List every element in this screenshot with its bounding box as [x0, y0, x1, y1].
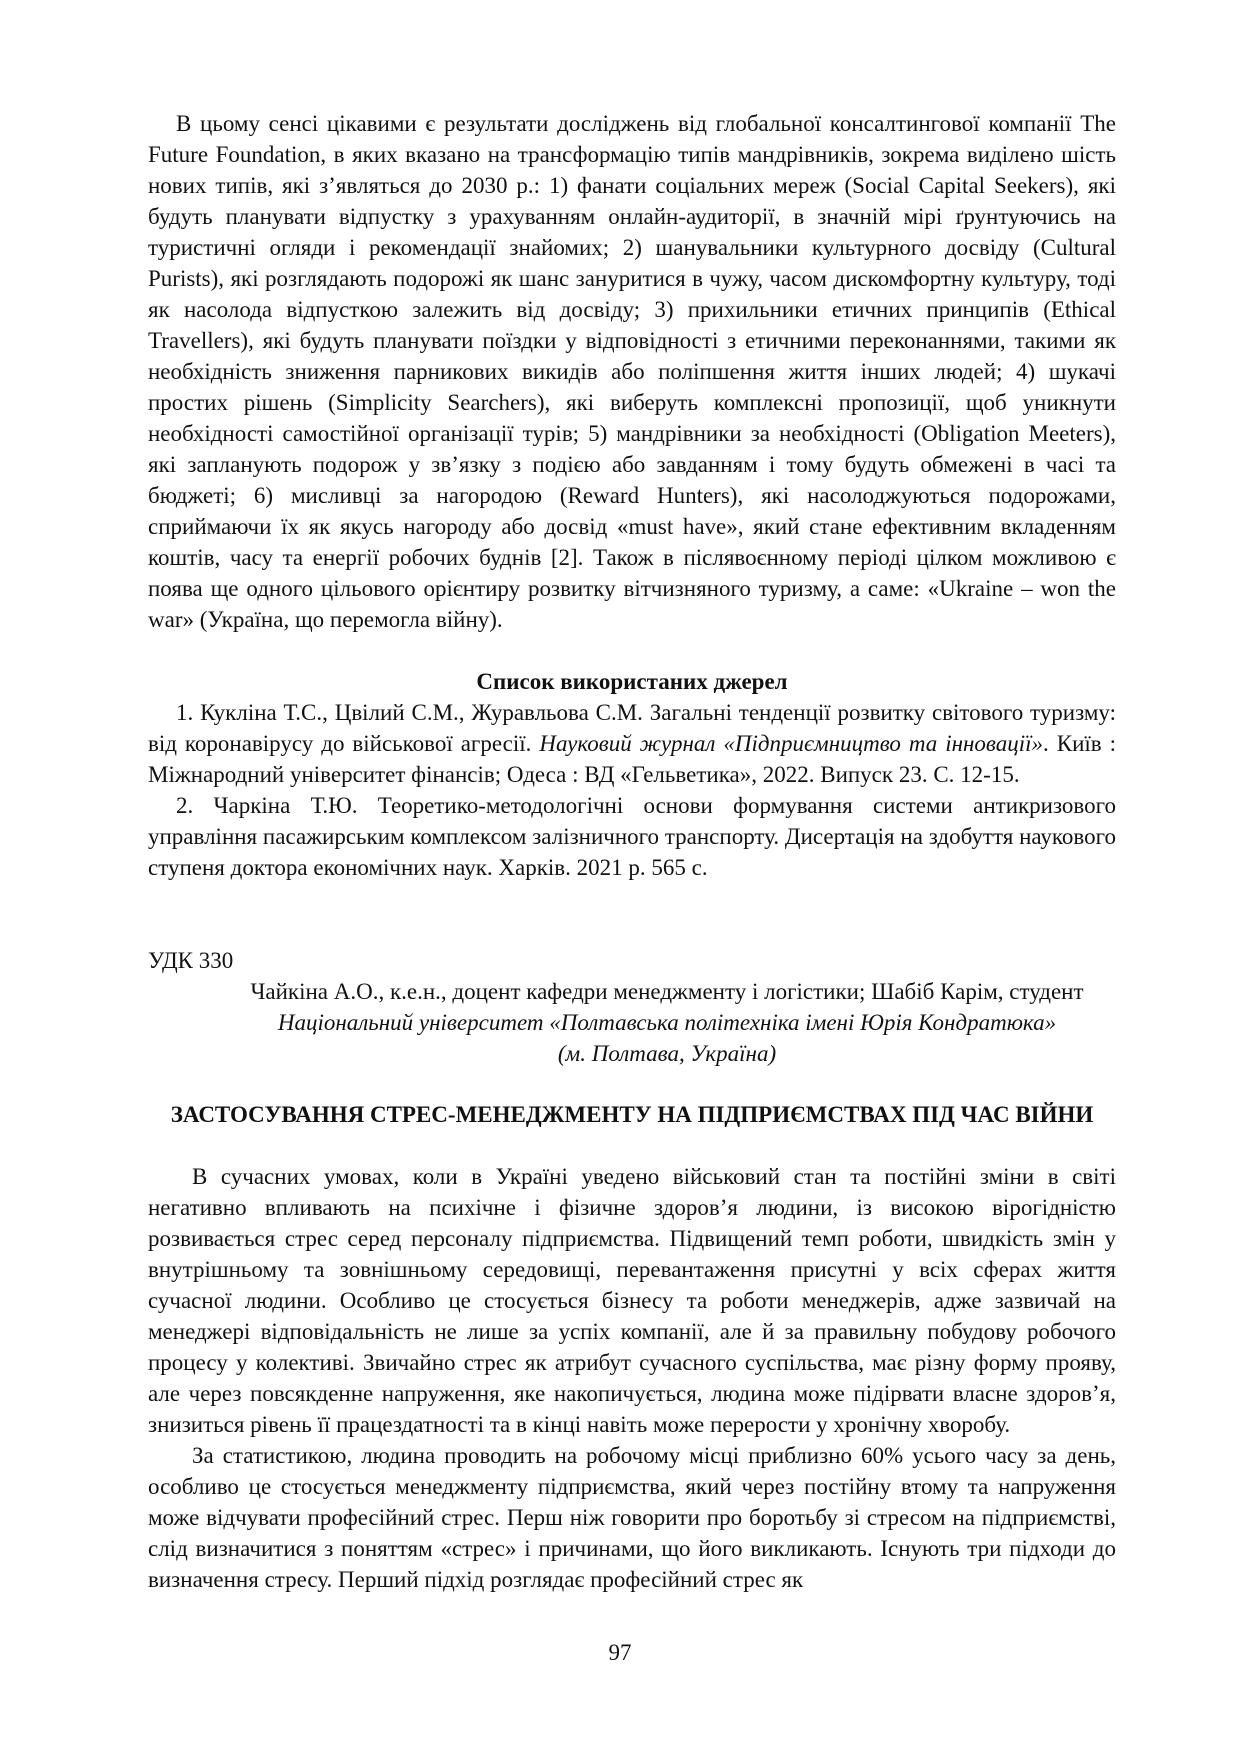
references-title: Список використаних джерел	[476, 669, 788, 694]
reference-text: 1. Кукліна Т.С., Цвілий С.М., Журавльова С.М. Загальні тенденції розвитку світового туризму: від коронавірусу до військової агресії.	[148, 700, 1116, 756]
article-paragraph-1: В сучасних умовах, коли в Україні уведено військовий стан та постійні зміни в світі негативно впливають на психічне і фізичне здоров’я людини, із високою вірогідністю розвивається стрес серед персоналу підприємства. Підвищений темп роботи, швидкість змін у внутрішньому та зовнішньому середовищі, перевантаження присутні у всіх сферах життя сучасної людини. Особливо це стосується бізнесу та роботи менеджерів, адже зазвичай на менеджері відповідальність не лише за успіх компанії, але й за правильну побудову робочого процесу у колективі. Звичайно стрес як атрибут сучасного суспільства, має різну форму прояву, але через повсякденне напруження, яке накопичується, людина може підірвати власне здоров’я, знизиться рівень її працездатності та в кінці навіть може перерости у хронічну хворобу.	[148, 1164, 1116, 1437]
article-location: (м. Полтава, Україна)	[557, 1041, 777, 1066]
page-number: 97	[608, 1640, 632, 1665]
intro-paragraph: В цьому сенсі цікавими є результати досліджень від глобальної консалтингової компанії The Future Foundation, в яких вказано на трансформацію типів мандрівників, зокрема виділено шість нових типів, які з’являться до 2030 р.: 1) фанати соціальних мереж (Social Capital Seekers), які будуть планувати відпустку з урахуванням онлайн-аудиторії, в значній мірі ґрунтуючись на туристичні огляди і рекомендації знайомих; 2) шанувальники культурного досвіду (Cultural Purists), які розглядають подорожі як шанс зануритися в чужу, часом дискомфортну культуру, тоді як насолода відпусткою залежить від досвіду; 3) прихильники етичних принципів (Ethical Travellers), які будуть планувати поїздки у відповідності з етичними переконаннями, такими як необхідність зниження парникових викидів або поліпшення життя інших людей; 4) шукачі простих рішень (Simplicity Searchers), які виберуть комплексні пропозиції, щоб уникнути необхідності самостійної організації турів; 5) мандрівники за необхідності (Obligation Meeters), які запланують подорож у зв’язку з подією або завданням і тому будуть обмежені в часі та бюджеті; 6) мисливці за нагородою (Reward Hunters), які насолоджуються подорожами, сприймаючи їх як якусь нагороду або досвід «must have», який стане ефективним вкладенням коштів, часу та енергії робочих буднів [2]. Також в післявоєнному періоді цілком можливою є поява ще одного цільового орієнтиру розвитку вітчизняного туризму, а саме: «Ukraine – won the war» (Україна, що перемогла війну).	[148, 111, 1116, 632]
article-title: ЗАСТОСУВАННЯ СТРЕС-МЕНЕДЖМЕНТУ НА ПІДПРИЄМСТВАХ ПІД ЧАС ВІЙНИ	[170, 1102, 1094, 1127]
reference-item-2	[148, 790, 1116, 883]
reference-journal: Науковий журнал «Підприємництво та інновації»	[539, 731, 1044, 756]
article-affiliation: Національний університет «Полтавська політехніка імені Юрія Кондратюка»	[277, 1010, 1057, 1035]
reference-text: 2. Чаркіна Т.Ю. Теоретико-методологічні основи формування системи антикризового управління пасажирським комплексом залізничного транспорту. Дисертація на здобуття наукового ступеня доктора економічних наук. Харків. 2021 р. 565 с.	[148, 793, 1116, 880]
article-paragraph-2: За статистикою, людина проводить на робочому місці приблизно 60% усього часу за день, особливо це стосується менеджменту підприємства, який через постійну втому та напруження може відчувати професійний стрес. Перш ніж говорити про боротьбу зі стресом на підприємстві, слід визначитися з поняттям «стрес» і причинами, що його викликають. Існують три підходи до визначення стресу. Перший підхід розглядає професійний стрес як	[148, 1443, 1116, 1592]
reference-item-1	[148, 697, 1116, 790]
udk-code: УДК 330	[148, 948, 234, 973]
article-authors: Чайкіна А.О., к.е.н., доцент кафедри менеджменту і логістики; Шабіб Карім, студент	[250, 979, 1084, 1004]
reference-text: . Київ : Міжнародний університет фінансів; Одеса : ВД «Гельветика», 2022. Випуск 23. С. 12-15.	[148, 731, 1116, 787]
document-page	[148, 108, 1116, 1595]
